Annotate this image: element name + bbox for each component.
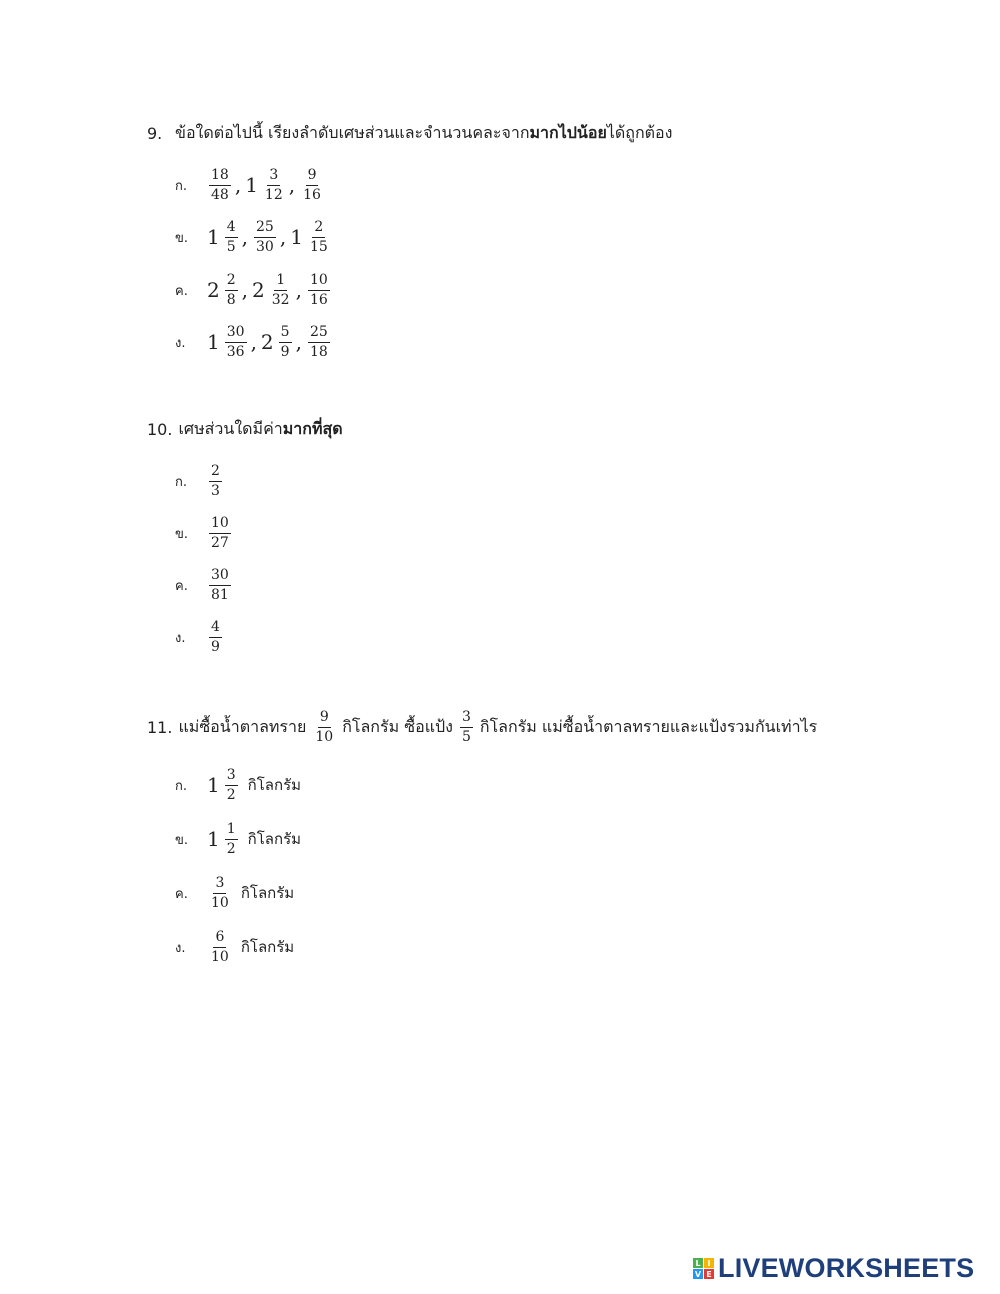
logo-mark-tile: I [704,1258,714,1268]
question-text-part1: แม่ซื้อน้ำตาลทราย [178,716,307,736]
option-letter: ค. [175,283,188,299]
q10-option-d[interactable] [175,620,224,654]
option-letter: ก. [175,474,188,490]
question-text-part2: กิโลกรัม ซื้อแป้ง [342,716,453,736]
question-text: ข้อใดต่อไปนี้ เรียงลำดับเศษส่วนและจำนวนคละจากมากไปน้อยได้ถูกต้อง [175,123,673,142]
q9-option-d[interactable] [175,325,332,359]
fraction: $\frac{2}{3}$ [211,463,220,499]
logo-text: LIVEWORKSHEETS [718,1253,975,1283]
fraction: $\frac{9}{10}$ [315,709,334,745]
option-letter: ข. [175,832,189,848]
option-letter: ก. [175,178,188,194]
mixed-whole: 1 [207,225,220,250]
q9-option-a[interactable] [175,168,325,202]
fraction: $\frac{25}{18}$ [309,324,328,360]
fraction: $\frac{4}{5}$ [226,219,236,255]
mixed-whole: 2 [252,278,265,303]
fraction-sequence: 1 $\frac{4}{5}$ , $\frac{25}{30}$ , 1 $\frac{2}{15}$ [207,219,328,255]
mixed-whole: 2 [260,330,274,355]
fraction: $\frac{2}{15}$ [309,219,328,255]
q11-option-a[interactable] [175,768,301,802]
question-emphasis: มากไปน้อย [529,123,607,142]
fraction: $\frac{25}{30}$ [256,219,274,255]
unit-label: กิโลกรัม [247,776,302,795]
fraction-sequence: $\frac{18}{48}$ , 1 $\frac{3}{12}$ , $\frac{9}{16}$ [211,167,321,203]
q10-option-a[interactable] [175,464,224,498]
q9-option-c[interactable] [175,273,332,307]
fraction: $\frac{5}{9}$ [280,324,290,360]
q11-option-d[interactable] [175,930,294,964]
q10-option-b[interactable] [175,516,233,550]
unit-label: กิโลกรัม [240,938,295,957]
option-letter: ข. [175,230,189,246]
logo-mark-tile: L [693,1258,703,1268]
fraction: $\frac{3}{10}$ [211,875,229,911]
mixed-whole: 2 [207,278,220,303]
mixed-whole: 1 [290,225,303,250]
fraction: $\frac{3}{12}$ [264,167,283,203]
fraction: $\frac{9}{16}$ [303,167,321,203]
mixed-whole: 1 [207,330,220,355]
q9-option-b[interactable] [175,220,332,254]
question-number: 10. [147,420,173,439]
fraction: $\frac{30}{81}$ [211,567,229,603]
option-letter: ง. [175,335,186,351]
fraction: $\frac{6}{10}$ [211,929,229,965]
mixed-whole: 1 [245,173,258,198]
question-number: 11. [147,717,173,737]
mixed-whole: 1 [207,827,220,852]
fraction: $\frac{3}{2}$ [226,767,236,803]
option-letter: ค. [175,578,188,594]
option-letter: ง. [175,630,186,646]
logo-mark-tile: E [704,1269,714,1279]
fraction-sequence: 1 $\frac{30}{36}$ , 2 $\frac{5}{9}$ , $\frac{25}{18}$ [207,324,328,360]
fraction: $\frac{1}{32}$ [271,272,290,308]
fraction: $\frac{10}{16}$ [309,272,328,308]
unit-label: กิโลกรัม [247,830,302,849]
question-10 [147,417,343,442]
fraction: $\frac{3}{5}$ [461,709,471,745]
question-text: เศษส่วนใดมีค่ามากที่สุด [178,419,343,438]
option-letter: ข. [175,526,189,542]
mixed-whole: 1 [207,773,220,798]
option-letter: ค. [175,886,188,902]
question-9 [147,121,672,146]
fraction: $\frac{10}{27}$ [211,515,229,551]
fraction-sequence: 2 $\frac{2}{8}$ , 2 $\frac{1}{32}$ , $\frac{10}{16}$ [207,272,328,308]
unit-label: กิโลกรัม [240,884,295,903]
question-11 [147,710,817,744]
option-letter: ก. [175,778,188,794]
option-letter: ง. [175,940,186,956]
fraction: $\frac{4}{9}$ [211,619,220,655]
liveworksheets-logo[interactable] [693,1253,974,1284]
logo-mark-icon [693,1258,714,1279]
question-text-part3: กิโลกรัม แม่ซื้อน้ำตาลทรายและแป้งรวมกันเท่าไร [479,716,818,736]
logo-mark-tile: V [694,1269,702,1279]
q11-option-c[interactable] [175,876,294,910]
q11-option-b[interactable] [175,822,301,856]
question-number: 9. [147,124,163,143]
fraction: $\frac{2}{8}$ [226,272,236,308]
fraction: $\frac{1}{2}$ [226,821,236,857]
fraction: $\frac{30}{36}$ [226,324,245,360]
q10-option-c[interactable] [175,568,233,602]
question-emphasis: มากที่สุด [282,419,343,438]
fraction: $\frac{18}{48}$ [211,167,229,203]
